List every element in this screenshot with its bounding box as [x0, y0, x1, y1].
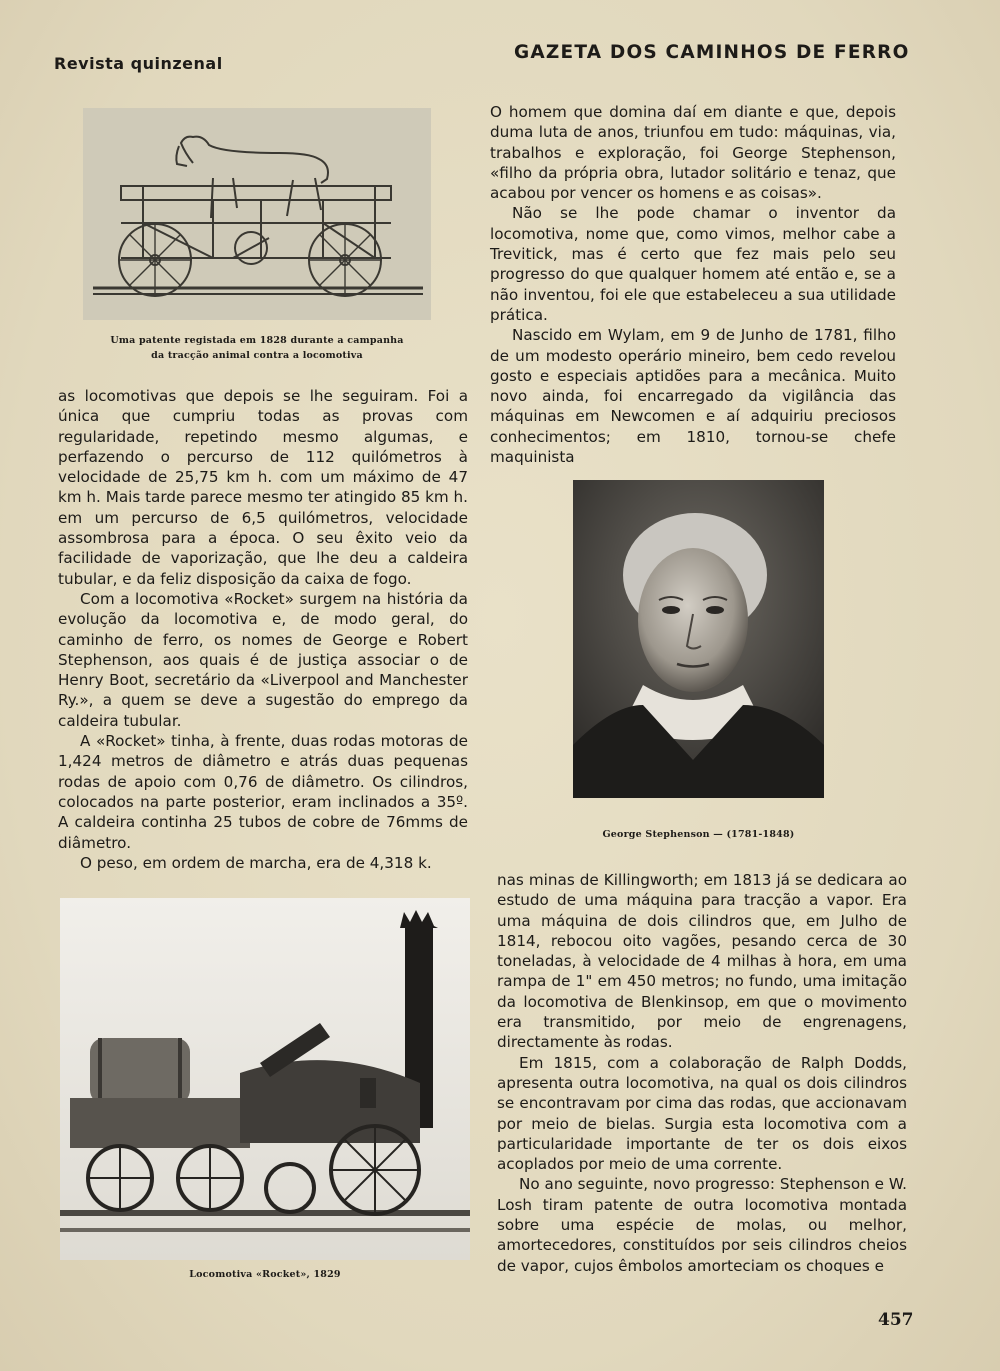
right-column-top-text	[490, 102, 896, 467]
patent-figure	[83, 108, 431, 320]
right-bottom-paragraph-1: nas minas de Killingworth; em 1813 já se dedicara ao estudo de uma máquina para tracção a vapor. Era uma máquina de dois cilindros que, em Julho de 1814, rebocou oito vagões, pesando cerca de 30 toneladas, à velocidade de 4 milhas à hora, em uma rampa de 1" em 450 metros; no fundo, uma imitação da locomotiva de Blenkinsop, em que o movimento era transmitido, por meio de engrenagens, directamente às rodas.	[497, 871, 907, 1052]
right-top-paragraph-3: Nascido em Wylam, em 9 de Junho de 1781, filho de um modesto operário mineiro, bem cedo revelou gosto e especiais aptidões para a mecânica. Muito novo ainda, foi encarregado da vigilância das máquinas em Newcomen e aí adquiriu preciosos conhecimentos; em 1810, tornou-se chefe maquinista	[490, 326, 896, 467]
portrait-figure	[573, 480, 824, 798]
left-paragraph-2: Com a locomotiva «Rocket» surgem na história da evolução da locomotiva e, de modo geral, do caminho de ferro, os nomes de George e Robert Stephenson, aos quais é de justiça associar o de Henry Boot, secretário da «Liverpool and Manchester Ry.», a quem se deve a sugestão do emprego da caldeira tubular.	[58, 589, 468, 730]
page-number: 457	[878, 1310, 914, 1330]
right-column-bottom-text	[497, 870, 907, 1276]
rocket-caption: Locomotiva «Rocket», 1829	[189, 1269, 341, 1280]
header-left: Revista quinzenal	[54, 54, 223, 73]
left-paragraph-4: O peso, em ordem de marcha, era de 4,318 k.	[80, 853, 432, 872]
right-top-paragraph-2: Não se lhe pode chamar o inventor da locomotiva, nome que, como vimos, melhor cabe a Trevitick, mas é certo que fez mais pelo seu progresso do que qualquer homem até então e, se a não inventou, foi ele que estabeleceu a sua utilidade prática.	[490, 204, 896, 324]
right-top-paragraph-1: O homem que domina daí em diante e que, depois duma luta de anos, triunfou em tudo: máquinas, via, trabalhos e exploração, foi George Stephenson, «filho da própria obra, lutador solitário e tenaz, que acabou por vencer os homens e as coisas».	[490, 103, 896, 203]
portrait-caption: George Stephenson — (1781-1848)	[602, 829, 795, 840]
rocket-photo	[60, 898, 470, 1260]
patent-caption-line1: Uma patente registada em 1828 durante a campanha	[110, 335, 404, 346]
right-bottom-paragraph-2: Em 1815, com a colaboração de Ralph Dodds, apresenta outra locomotiva, na qual os dois cilindros se encontravam por cima das rodas, que accionavam por meio de bielas. Surgia esta locomotiva com a particularidade importante de ter os dois eixos acoplados por meio de uma corrente.	[497, 1053, 907, 1174]
left-paragraph-3: A «Rocket» tinha, à frente, duas rodas motoras de 1,424 metros de diâmetro e atrás duas pequenas rodas de apoio com 0,76 de diâmetro. Os cilindros, colocados na parte posterior, eram inclinados a 35º. A caldeira continha 25 tubos de cobre de 76mms de diâmetro.	[58, 732, 468, 852]
patent-caption-line2: da tracção animal contra a locomotiva	[151, 350, 363, 361]
patent-illustration	[83, 108, 431, 320]
portrait-photo	[573, 480, 824, 798]
left-column-text	[58, 386, 468, 873]
left-paragraph-1: as locomotivas que depois se lhe seguiram. Foi a única que cumpriu todas as provas com regularidade, repetindo mesmo algumas, e perfazendo o percurso de 112 quilómetros à velocidade de 25,75 km h. com um máximo de 47 km h. Mais tarde parece mesmo ter atingido 85 km h. em um percurso de 6,5 quilómetros, velocidade assombrosa para a época. O seu êxito veio da facilidade de vaporização, que lhe deu a caldeira tubular, e da feliz disposição da caixa de fogo.	[58, 387, 468, 588]
rocket-figure	[60, 898, 470, 1260]
header-title: GAZETA DOS CAMINHOS DE FERRO	[514, 42, 910, 63]
right-bottom-paragraph-3: No ano seguinte, novo progresso: Stephenson e W. Losh tiram patente de outra locomotiva montada sobre uma espécie de molas, ou melhor, amortecedores, constituídos por seis cilindros cheios de vapor, cujos êmbolos amorteciam os choques e	[497, 1175, 907, 1275]
patent-caption	[83, 333, 431, 363]
